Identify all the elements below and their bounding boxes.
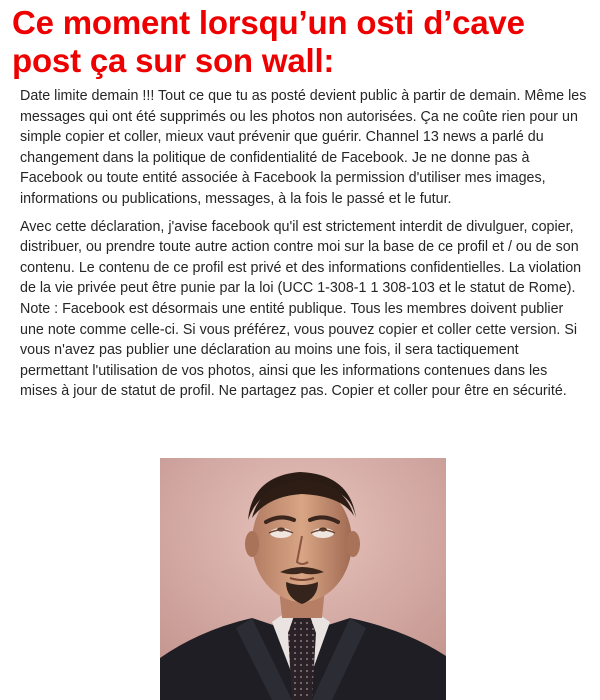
eye-roll-man-photo: [160, 458, 446, 700]
headline-line-1: Ce moment lorsqu’un osti d’cave: [12, 4, 525, 41]
meme-headline: [12, 4, 598, 80]
post-paragraph-1: Date limite demain !!! Tout ce que tu as posté devient public à partir de demain. Même les messages qui ont été supprimés ou les photos non autorisées. Ça ne coûte rien pour un simple copier et coller, mieux vaut prévenir que guérir. Channel 13 news a parlé du changement dans la politique de confidentialité de Facebook. Je ne donne pas à Facebook ou toute entité associée à Facebook la permission d'utiliser mes images, informations ou publications, messages, à la fois le passé et le futur.: [20, 88, 587, 207]
facebook-privacy-hoax-text: [20, 86, 588, 409]
headline-line-2: post ça sur son wall:: [12, 42, 335, 79]
post-paragraph-2: Avec cette déclaration, j'avise facebook qu'il est strictement interdit de divulguer, copier, distribuer, ou prendre toute autre action contre moi sur la base de ce profil et / ou de son contenu. Le contenu de ce profil est privé et des informations confidentielles. La violation de la vie privée peut être punie par la loi (UCC 1-308-1 1 308-103 et le statut de Rome). Note : Facebook est désormais une entité publique. Tous les membres doivent publier une note comme celle-ci. Si vous préférez, vous pouvez copier et coller cette version. Si vous n'avez pas publier une déclaration au moins une fois, il sera tactiquement permettant l'utilisation de vos photos, ainsi que les informations contenues dans les mises à jour de statut de profil. Ne partagez pas. Copier et coller pour être en sécurité.: [20, 218, 582, 400]
